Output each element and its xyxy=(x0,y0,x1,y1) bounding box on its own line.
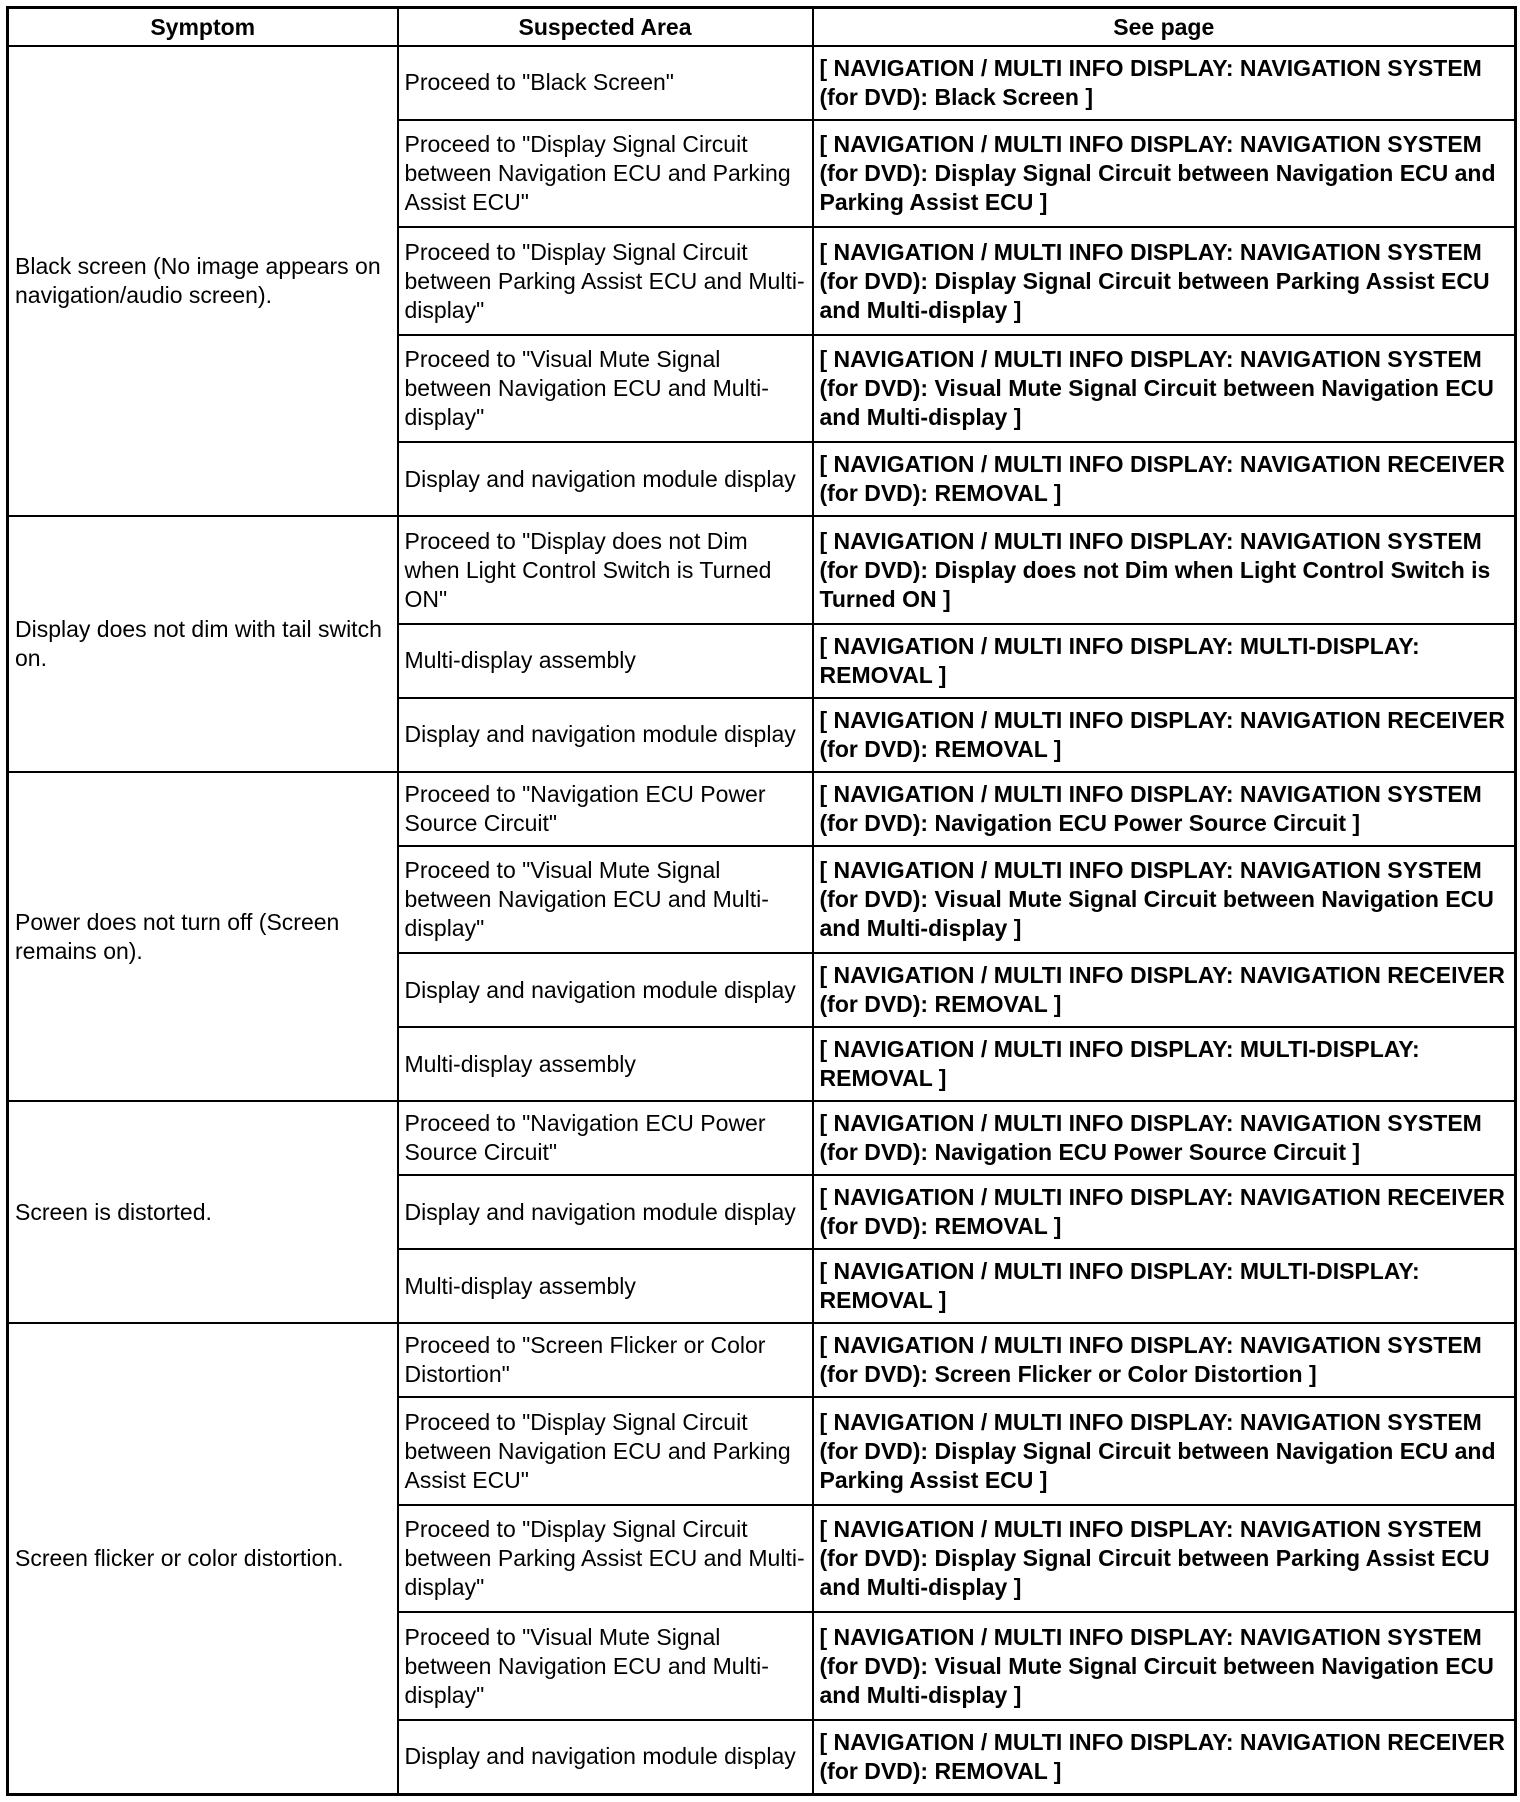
suspected-area-cell: Display and navigation module display xyxy=(398,1175,813,1249)
suspected-area-cell: Proceed to "Visual Mute Signal between Navigation ECU and Multi-display" xyxy=(398,1612,813,1720)
suspected-area-cell: Display and navigation module display xyxy=(398,953,813,1027)
header-suspected-area: Suspected Area xyxy=(398,8,813,47)
see-page-link[interactable]: [ NAVIGATION / MULTI INFO DISPLAY: NAVIGATION RECEIVER (for DVD): REMOVAL ] xyxy=(813,442,1516,516)
see-page-link[interactable]: [ NAVIGATION / MULTI INFO DISPLAY: NAVIGATION SYSTEM (for DVD): Display Signal Circuit between Navigation ECU and Parking Assist ECU ] xyxy=(813,1397,1516,1505)
table-row xyxy=(8,516,1516,624)
table-row xyxy=(8,1101,1516,1175)
see-page-link[interactable]: [ NAVIGATION / MULTI INFO DISPLAY: NAVIGATION SYSTEM (for DVD): Navigation ECU Power Source Circuit ] xyxy=(813,772,1516,846)
see-page-link[interactable]: [ NAVIGATION / MULTI INFO DISPLAY: NAVIGATION SYSTEM (for DVD): Display Signal Circuit between Navigation ECU and Parking Assist ECU ] xyxy=(813,120,1516,228)
suspected-area-cell: Proceed to "Display Signal Circuit between Parking Assist ECU and Multi-display" xyxy=(398,1505,813,1613)
see-page-link[interactable]: [ NAVIGATION / MULTI INFO DISPLAY: NAVIGATION SYSTEM (for DVD): Visual Mute Signal Circuit between Navigation ECU and Multi-display ] xyxy=(813,846,1516,954)
suspected-area-cell: Multi-display assembly xyxy=(398,1249,813,1323)
suspected-area-cell: Proceed to "Display Signal Circuit between Parking Assist ECU and Multi-display" xyxy=(398,227,813,335)
table-row xyxy=(8,772,1516,846)
suspected-area-cell: Proceed to "Display Signal Circuit between Navigation ECU and Parking Assist ECU" xyxy=(398,1397,813,1505)
suspected-area-cell: Proceed to "Display Signal Circuit between Navigation ECU and Parking Assist ECU" xyxy=(398,120,813,228)
header-symptom: Symptom xyxy=(8,8,398,47)
symptom-cell: Black screen (No image appears on navigation/audio screen). xyxy=(8,46,398,516)
see-page-link[interactable]: [ NAVIGATION / MULTI INFO DISPLAY: MULTI-DISPLAY: REMOVAL ] xyxy=(813,1249,1516,1323)
suspected-area-cell: Proceed to "Display does not Dim when Light Control Switch is Turned ON" xyxy=(398,516,813,624)
see-page-link[interactable]: [ NAVIGATION / MULTI INFO DISPLAY: NAVIGATION SYSTEM (for DVD): Visual Mute Signal Circuit between Navigation ECU and Multi-display ] xyxy=(813,335,1516,443)
suspected-area-cell: Proceed to "Visual Mute Signal between Navigation ECU and Multi-display" xyxy=(398,846,813,954)
see-page-link[interactable]: [ NAVIGATION / MULTI INFO DISPLAY: NAVIGATION RECEIVER (for DVD): REMOVAL ] xyxy=(813,1175,1516,1249)
suspected-area-cell: Multi-display assembly xyxy=(398,1027,813,1101)
see-page-link[interactable]: [ NAVIGATION / MULTI INFO DISPLAY: NAVIGATION SYSTEM (for DVD): Black Screen ] xyxy=(813,46,1516,120)
see-page-link[interactable]: [ NAVIGATION / MULTI INFO DISPLAY: NAVIGATION RECEIVER (for DVD): REMOVAL ] xyxy=(813,1720,1516,1795)
symptom-table xyxy=(6,6,1517,1796)
table-row xyxy=(8,46,1516,120)
see-page-link[interactable]: [ NAVIGATION / MULTI INFO DISPLAY: NAVIGATION SYSTEM (for DVD): Screen Flicker or Color Distortion ] xyxy=(813,1323,1516,1397)
see-page-link[interactable]: [ NAVIGATION / MULTI INFO DISPLAY: NAVIGATION SYSTEM (for DVD): Visual Mute Signal Circuit between Navigation ECU and Multi-display ] xyxy=(813,1612,1516,1720)
symptom-cell: Screen flicker or color distortion. xyxy=(8,1323,398,1794)
header-see-page: See page xyxy=(813,8,1516,47)
suspected-area-cell: Display and navigation module display xyxy=(398,698,813,772)
see-page-link[interactable]: [ NAVIGATION / MULTI INFO DISPLAY: MULTI-DISPLAY: REMOVAL ] xyxy=(813,1027,1516,1101)
header-row xyxy=(8,8,1516,47)
suspected-area-cell: Proceed to "Black Screen" xyxy=(398,46,813,120)
see-page-link[interactable]: [ NAVIGATION / MULTI INFO DISPLAY: MULTI-DISPLAY: REMOVAL ] xyxy=(813,624,1516,698)
suspected-area-cell: Proceed to "Screen Flicker or Color Distortion" xyxy=(398,1323,813,1397)
suspected-area-cell: Display and navigation module display xyxy=(398,442,813,516)
symptom-cell: Screen is distorted. xyxy=(8,1101,398,1323)
suspected-area-cell: Proceed to "Navigation ECU Power Source Circuit" xyxy=(398,1101,813,1175)
table-row xyxy=(8,1323,1516,1397)
table-body xyxy=(8,46,1516,1795)
suspected-area-cell: Proceed to "Visual Mute Signal between Navigation ECU and Multi-display" xyxy=(398,335,813,443)
see-page-link[interactable]: [ NAVIGATION / MULTI INFO DISPLAY: NAVIGATION RECEIVER (for DVD): REMOVAL ] xyxy=(813,698,1516,772)
see-page-link[interactable]: [ NAVIGATION / MULTI INFO DISPLAY: NAVIGATION SYSTEM (for DVD): Display Signal Circuit between Parking Assist ECU and Multi-display ] xyxy=(813,227,1516,335)
see-page-link[interactable]: [ NAVIGATION / MULTI INFO DISPLAY: NAVIGATION SYSTEM (for DVD): Navigation ECU Power Source Circuit ] xyxy=(813,1101,1516,1175)
suspected-area-cell: Multi-display assembly xyxy=(398,624,813,698)
suspected-area-cell: Proceed to "Navigation ECU Power Source Circuit" xyxy=(398,772,813,846)
symptom-cell: Power does not turn off (Screen remains on). xyxy=(8,772,398,1101)
symptom-cell: Display does not dim with tail switch on. xyxy=(8,516,398,771)
see-page-link[interactable]: [ NAVIGATION / MULTI INFO DISPLAY: NAVIGATION RECEIVER (for DVD): REMOVAL ] xyxy=(813,953,1516,1027)
suspected-area-cell: Display and navigation module display xyxy=(398,1720,813,1795)
see-page-link[interactable]: [ NAVIGATION / MULTI INFO DISPLAY: NAVIGATION SYSTEM (for DVD): Display Signal Circuit between Parking Assist ECU and Multi-display ] xyxy=(813,1505,1516,1613)
see-page-link[interactable]: [ NAVIGATION / MULTI INFO DISPLAY: NAVIGATION SYSTEM (for DVD): Display does not Dim when Light Control Switch is Turned ON ] xyxy=(813,516,1516,624)
